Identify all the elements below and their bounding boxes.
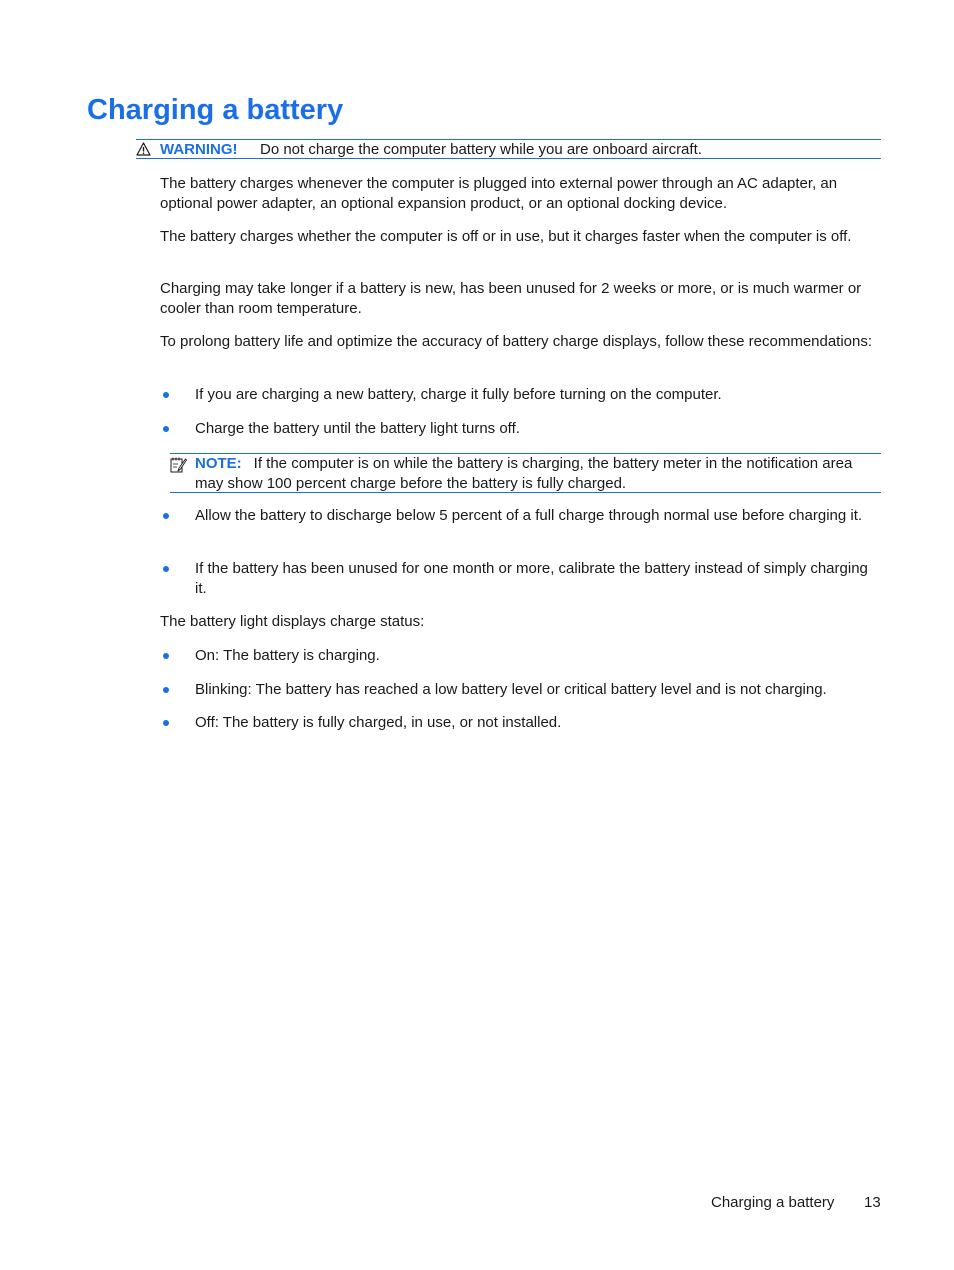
warning-label: WARNING! xyxy=(160,141,238,158)
list-item-text: If you are charging a new battery, charge it fully before turning on the computer. xyxy=(195,386,722,403)
warning-triangle-icon xyxy=(136,142,151,156)
note-label: NOTE: xyxy=(195,455,242,472)
note-text: If the computer is on while the battery is charging, the battery meter in the notification area may show 100 percent charge before the battery is fully charged. xyxy=(195,455,853,492)
bullet-dot-icon xyxy=(163,392,169,398)
bullet-dot-icon xyxy=(163,720,169,726)
footer-page-number: 13 xyxy=(864,1194,881,1211)
list-item-text: Allow the battery to discharge below 5 percent of a full charge through normal use before charging it. xyxy=(195,507,863,524)
bullet-dot-icon xyxy=(163,653,169,659)
bullet-dot-icon xyxy=(163,687,169,693)
page-title: Charging a battery xyxy=(87,94,344,126)
list-item-text: Charge the battery until the battery light turns off. xyxy=(195,420,520,437)
bullet-dot-icon xyxy=(163,513,169,519)
warning-text: Do not charge the computer battery while you are onboard aircraft. xyxy=(260,141,702,158)
note-pad-icon xyxy=(170,456,187,473)
paragraph-recommendations-intro: To prolong battery life and optimize the accuracy of battery charge displays, follow these recommendations: xyxy=(160,333,873,350)
paragraph-charge-speed: The battery charges whether the computer is off or in use, but it charges faster when the computer is off. xyxy=(160,228,852,245)
warning-callout xyxy=(136,139,881,159)
list-item-text: Blinking: The battery has reached a low battery level or critical battery level and is not charging. xyxy=(195,681,827,698)
bullet-dot-icon xyxy=(163,426,169,432)
paragraph-status-intro: The battery light displays charge status: xyxy=(160,613,425,630)
note-callout xyxy=(170,453,881,493)
paragraph-power-sources: The battery charges whenever the computer is plugged into external power through an AC adapter, an optional power adapter, an optional expansion product, or an optional docking device. xyxy=(160,175,838,212)
note-body xyxy=(195,454,881,493)
footer-section-title: Charging a battery xyxy=(711,1194,835,1211)
bullet-dot-icon xyxy=(163,566,169,572)
list-item-text: If the battery has been unused for one month or more, calibrate the battery instead of simply charging it. xyxy=(195,560,868,597)
paragraph-charge-duration: Charging may take longer if a battery is new, has been unused for 2 weeks or more, or is much warmer or cooler than room temperature. xyxy=(160,280,862,317)
list-item-text: On: The battery is charging. xyxy=(195,647,380,664)
list-item-text: Off: The battery is fully charged, in use, or not installed. xyxy=(195,714,562,731)
